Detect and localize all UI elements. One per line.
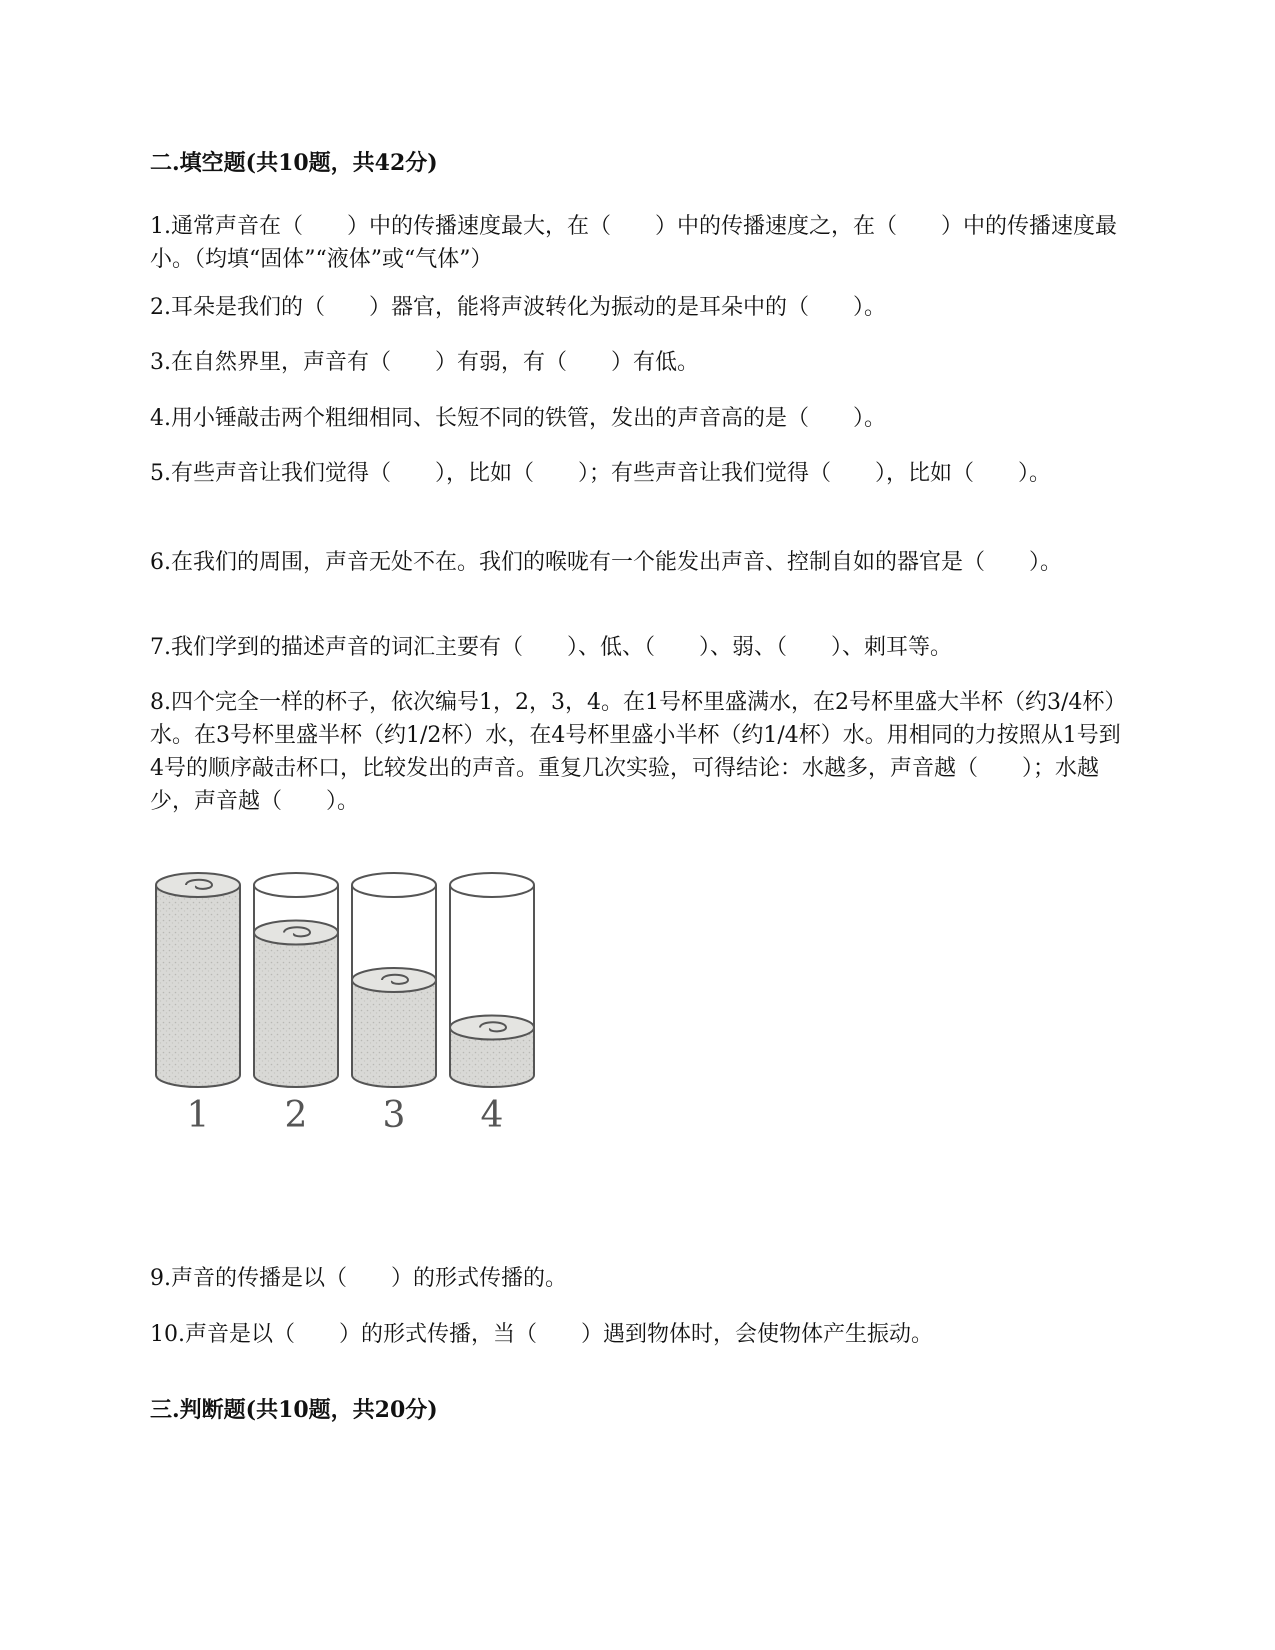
section-3-title: 三.判断题(共10题，共20分) xyxy=(150,1397,438,1423)
cup-water xyxy=(254,933,338,1088)
cups-figure xyxy=(150,865,570,1145)
cup-4 xyxy=(450,873,534,1136)
cup-rim xyxy=(352,873,436,897)
cup-rim xyxy=(450,873,534,897)
cup-label-4: 4 xyxy=(480,1095,504,1136)
question-9: 9.声音的传播是以（ ）的形式传播的。 xyxy=(150,1266,567,1291)
cup-label-3: 3 xyxy=(382,1095,406,1136)
water-surface xyxy=(156,873,240,897)
question-5: 5.有些声音让我们觉得（ ），比如（ ）；有些声音让我们觉得（ ），比如（ ）。 xyxy=(150,461,1051,486)
cup-water xyxy=(156,885,240,1087)
question-4: 4.用小锤敲击两个粗细相同、长短不同的铁管，发出的声音高的是（ ）。 xyxy=(150,406,886,431)
cup-1 xyxy=(156,873,240,1136)
water-surface xyxy=(450,1016,534,1040)
water-surface xyxy=(254,921,338,945)
question-6: 6.在我们的周围，声音无处不在。我们的喉咙有一个能发出声音、控制自如的器官是（ ）。 xyxy=(150,550,1062,575)
question-3: 3.在自然界里，声音有（ ）有弱，有（ ）有低。 xyxy=(150,350,699,375)
cup-water xyxy=(352,980,436,1087)
question-1: 1.通常声音在（ ）中的传播速度最大，在（ ）中的传播速度之，在（ ）中的传播速度最小。（均填“固体”“液体”或“气体”） xyxy=(150,214,1117,272)
cup-3 xyxy=(352,873,436,1136)
cup-2 xyxy=(254,873,338,1136)
question-2: 2.耳朵是我们的（ ）器官，能将声波转化为振动的是耳朵中的（ ）。 xyxy=(150,295,886,320)
question-7: 7.我们学到的描述声音的词汇主要有（ ）、低、（ ）、弱、（ ）、刺耳等。 xyxy=(150,635,952,660)
question-8: 8.四个完全一样的杯子，依次编号1，2，3，4。在1号杯里盛满水，在2号杯里盛大半杯（约3/4杯）水。在3号杯里盛半杯（约1/2杯）水，在4号杯里盛小半杯（约1/4杯）水。用相同的力按照从1号到4号的顺序敲击杯口，比较发出的声音。重复几次实验，可得结论：水越多，声音越（ ）；水越少，声音越（ ）。 xyxy=(150,690,1127,814)
question-10: 10.声音是以（ ）的形式传播，当（ ）遇到物体时，会使物体产生振动。 xyxy=(150,1322,933,1347)
cup-rim xyxy=(254,873,338,897)
water-surface xyxy=(352,968,436,992)
cups-diagram xyxy=(150,865,570,1145)
cup-label-1: 1 xyxy=(186,1095,210,1136)
cup-label-2: 2 xyxy=(284,1095,308,1136)
section-2-title: 二.填空题(共10题，共42分) xyxy=(150,150,438,176)
